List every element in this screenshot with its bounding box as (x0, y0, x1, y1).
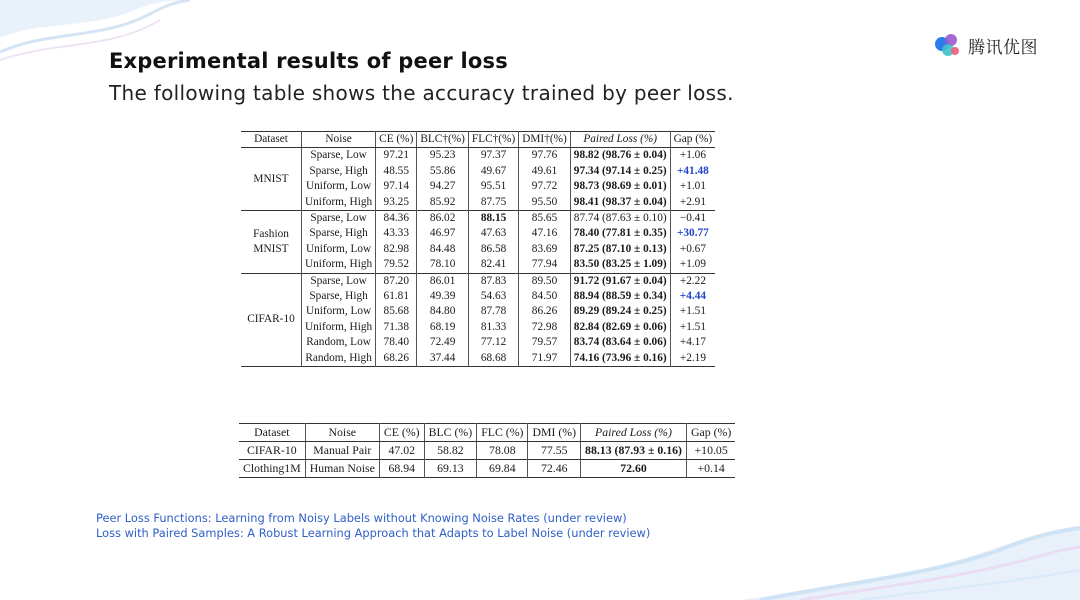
table-header-row (239, 424, 735, 442)
paired-loss-cell: 74.16 (73.96 ± 0.16) (570, 351, 670, 367)
flc-cell: 69.84 (477, 460, 528, 478)
ce-cell: 97.21 (376, 148, 417, 164)
gap-cell: +0.14 (686, 460, 735, 478)
gap-cell-highlight: +41.48 (676, 164, 709, 177)
slide-title: Experimental results of peer loss (109, 49, 508, 73)
flc-cell: 97.37 (468, 148, 518, 164)
dmi-cell: 47.16 (519, 226, 571, 241)
paired-loss-cell: 87.25 (87.10 ± 0.13) (570, 242, 670, 257)
dmi-cell: 84.50 (519, 289, 571, 304)
flc-cell: 95.51 (468, 179, 518, 194)
results-table-real-world (239, 423, 735, 478)
paired-loss-cell: 72.60 (581, 460, 687, 478)
ce-cell: 71.38 (376, 320, 417, 335)
blc-cell: 86.01 (417, 273, 469, 289)
gap-cell: +2.19 (679, 351, 706, 364)
noise-cell: Sparse, Low (302, 148, 376, 164)
gap-cell: +10.05 (694, 443, 728, 457)
noise-cell: Uniform, Low (302, 304, 376, 319)
flc-cell: 82.41 (468, 257, 518, 273)
table-row (241, 351, 715, 367)
flc-cell: 86.58 (468, 242, 518, 257)
table-row (241, 148, 715, 164)
reference-link[interactable]: Peer Loss Functions: Learning from Noisy Labels without Knowing Noise Rates (under review) (96, 511, 627, 525)
blc-cell: 46.97 (417, 226, 469, 241)
table-row (241, 320, 715, 335)
brand-logo (934, 31, 1038, 59)
dataset-cell: CIFAR-10 (239, 442, 305, 460)
results-table-main (241, 131, 715, 367)
table-row (241, 211, 715, 227)
dmi-cell: 83.69 (519, 242, 571, 257)
noise-cell: Sparse, High (302, 226, 376, 241)
ce-cell: 61.81 (376, 289, 417, 304)
dmi-cell: 77.94 (519, 257, 571, 273)
header-noise: Noise (305, 424, 379, 442)
dmi-cell: 85.65 (519, 211, 571, 227)
blc-cell: 86.02 (417, 211, 469, 227)
header-gap: Gap (%) (686, 424, 735, 442)
paired-loss-cell: 82.84 (82.69 ± 0.06) (570, 320, 670, 335)
paired-loss-cell: 78.40 (77.81 ± 0.35) (570, 226, 670, 241)
dataset-cell: CIFAR-10 (241, 273, 302, 366)
ce-cell: 48.55 (376, 164, 417, 179)
header-ce: CE (%) (376, 132, 417, 148)
paired-loss-cell: 83.74 (83.64 ± 0.06) (570, 335, 670, 350)
noise-cell: Random, Low (302, 335, 376, 350)
ce-cell: 79.52 (376, 257, 417, 273)
dmi-cell: 72.98 (519, 320, 571, 335)
dmi-cell: 49.61 (519, 164, 571, 179)
noise-cell: Uniform, High (302, 257, 376, 273)
table-row (241, 195, 715, 211)
table-row (241, 289, 715, 304)
flc-cell: 88.15 (468, 211, 518, 227)
noise-cell: Human Noise (305, 460, 379, 478)
tencent-youtu-logo-icon (934, 32, 962, 58)
ce-cell: 85.68 (376, 304, 417, 319)
references (96, 511, 650, 541)
paired-loss-cell: 87.74 (87.63 ± 0.10) (570, 211, 670, 227)
header-dataset: Dataset (241, 132, 302, 148)
noise-cell: Manual Pair (305, 442, 379, 460)
gap-cell: +1.06 (670, 148, 715, 164)
blc-cell: 94.27 (417, 179, 469, 194)
dmi-cell: 77.55 (528, 442, 581, 460)
blc-cell: 95.23 (417, 148, 469, 164)
table-row (241, 257, 715, 273)
slide-subtitle: The following table shows the accuracy trained by peer loss. (109, 81, 734, 105)
header-blc: BLC (%) (424, 424, 477, 442)
flc-cell: 47.63 (468, 226, 518, 241)
gap-cell: +1.51 (679, 320, 706, 333)
flc-cell: 77.12 (468, 335, 518, 350)
dmi-cell: 71.97 (519, 351, 571, 367)
dmi-cell: 97.72 (519, 179, 571, 194)
table-row (241, 164, 715, 179)
ce-cell: 68.94 (379, 460, 424, 478)
table-row (241, 273, 715, 289)
gap-cell: +1.01 (679, 180, 706, 193)
dmi-cell: 97.76 (519, 148, 571, 164)
ce-cell: 93.25 (376, 195, 417, 211)
brand-name: 腾讯优图 (968, 37, 1038, 58)
paired-loss-cell: 83.50 (83.25 ± 1.09) (570, 257, 670, 273)
noise-cell: Sparse, Low (302, 211, 376, 227)
table-row (241, 179, 715, 194)
blc-cell: 69.13 (424, 460, 477, 478)
header-flc: FLC (%) (477, 424, 528, 442)
gap-cell: −0.41 (670, 211, 715, 227)
dataset-cell: MNIST (241, 148, 302, 211)
blc-cell: 68.19 (417, 320, 469, 335)
ce-cell: 82.98 (376, 242, 417, 257)
flc-cell: 78.08 (477, 442, 528, 460)
header-blc: BLC†(%) (417, 132, 469, 148)
header-paired-loss: Paired Loss (%) (581, 424, 687, 442)
dataset-cell: Fashion MNIST (241, 211, 302, 274)
header-paired-loss: Paired Loss (%) (570, 132, 670, 148)
gap-cell: +4.17 (679, 336, 706, 349)
noise-cell: Uniform, Low (302, 179, 376, 194)
dataset-cell: Clothing1M (239, 460, 305, 478)
gap-cell-highlight: +30.77 (676, 227, 709, 240)
ce-cell: 47.02 (379, 442, 424, 460)
ce-cell: 97.14 (376, 179, 417, 194)
ce-cell: 84.36 (376, 211, 417, 227)
dmi-cell: 79.57 (519, 335, 571, 350)
flc-cell: 87.75 (468, 195, 518, 211)
paired-loss-cell: 88.13 (87.93 ± 0.16) (581, 442, 687, 460)
paired-loss-cell: 88.94 (88.59 ± 0.34) (570, 289, 670, 304)
header-dmi: DMI (%) (528, 424, 581, 442)
paired-loss-cell: 89.29 (89.24 ± 0.25) (570, 304, 670, 319)
noise-cell: Uniform, High (302, 195, 376, 211)
table-row (241, 304, 715, 319)
ce-cell: 78.40 (376, 335, 417, 350)
paired-loss-cell: 98.41 (98.37 ± 0.04) (570, 195, 670, 211)
gap-cell: +1.09 (679, 258, 706, 271)
corner-wave-bottom-right (740, 500, 1080, 600)
blc-cell: 37.44 (417, 351, 469, 367)
noise-cell: Sparse, Low (302, 273, 376, 289)
flc-cell: 68.68 (468, 351, 518, 367)
header-ce: CE (%) (379, 424, 424, 442)
blc-cell: 49.39 (417, 289, 469, 304)
noise-cell: Random, High (302, 351, 376, 367)
header-gap: Gap (%) (670, 132, 715, 148)
ce-cell: 43.33 (376, 226, 417, 241)
paired-loss-cell: 98.73 (98.69 ± 0.01) (570, 179, 670, 194)
flc-cell: 87.78 (468, 304, 518, 319)
header-dmi: DMI†(%) (519, 132, 571, 148)
dmi-cell: 86.26 (519, 304, 571, 319)
gap-cell: +2.91 (679, 195, 706, 208)
noise-cell: Uniform, High (302, 320, 376, 335)
ce-cell: 87.20 (376, 273, 417, 289)
noise-cell: Uniform, Low (302, 242, 376, 257)
header-noise: Noise (302, 132, 376, 148)
blc-cell: 85.92 (417, 195, 469, 211)
table-row (241, 335, 715, 350)
flc-cell: 87.83 (468, 273, 518, 289)
table-row (241, 226, 715, 241)
dmi-cell: 89.50 (519, 273, 571, 289)
dmi-cell: 95.50 (519, 195, 571, 211)
blc-cell: 72.49 (417, 335, 469, 350)
paired-loss-cell: 98.82 (98.76 ± 0.04) (570, 148, 670, 164)
noise-cell: Sparse, High (302, 164, 376, 179)
gap-cell-highlight: +4.44 (679, 290, 707, 303)
flc-cell: 81.33 (468, 320, 518, 335)
blc-cell: 55.86 (417, 164, 469, 179)
blc-cell: 84.48 (417, 242, 469, 257)
blc-cell: 84.80 (417, 304, 469, 319)
header-flc: FLC†(%) (468, 132, 518, 148)
noise-cell: Sparse, High (302, 289, 376, 304)
table-header-row (241, 132, 715, 148)
paired-loss-cell: 97.34 (97.14 ± 0.25) (570, 164, 670, 179)
blc-cell: 78.10 (417, 257, 469, 273)
table-row (239, 442, 735, 460)
gap-cell: +1.51 (679, 305, 706, 318)
blc-cell: 58.82 (424, 442, 477, 460)
table-row (241, 242, 715, 257)
ce-cell: 68.26 (376, 351, 417, 367)
table-row (239, 460, 735, 478)
dmi-cell: 72.46 (528, 460, 581, 478)
flc-cell: 49.67 (468, 164, 518, 179)
header-dataset: Dataset (239, 424, 305, 442)
paired-loss-cell: 91.72 (91.67 ± 0.04) (570, 273, 670, 289)
flc-cell: 54.63 (468, 289, 518, 304)
reference-link[interactable]: Loss with Paired Samples: A Robust Learning Approach that Adapts to Label Noise (under review) (96, 526, 651, 540)
gap-cell: +2.22 (670, 273, 715, 289)
gap-cell: +0.67 (679, 242, 706, 255)
